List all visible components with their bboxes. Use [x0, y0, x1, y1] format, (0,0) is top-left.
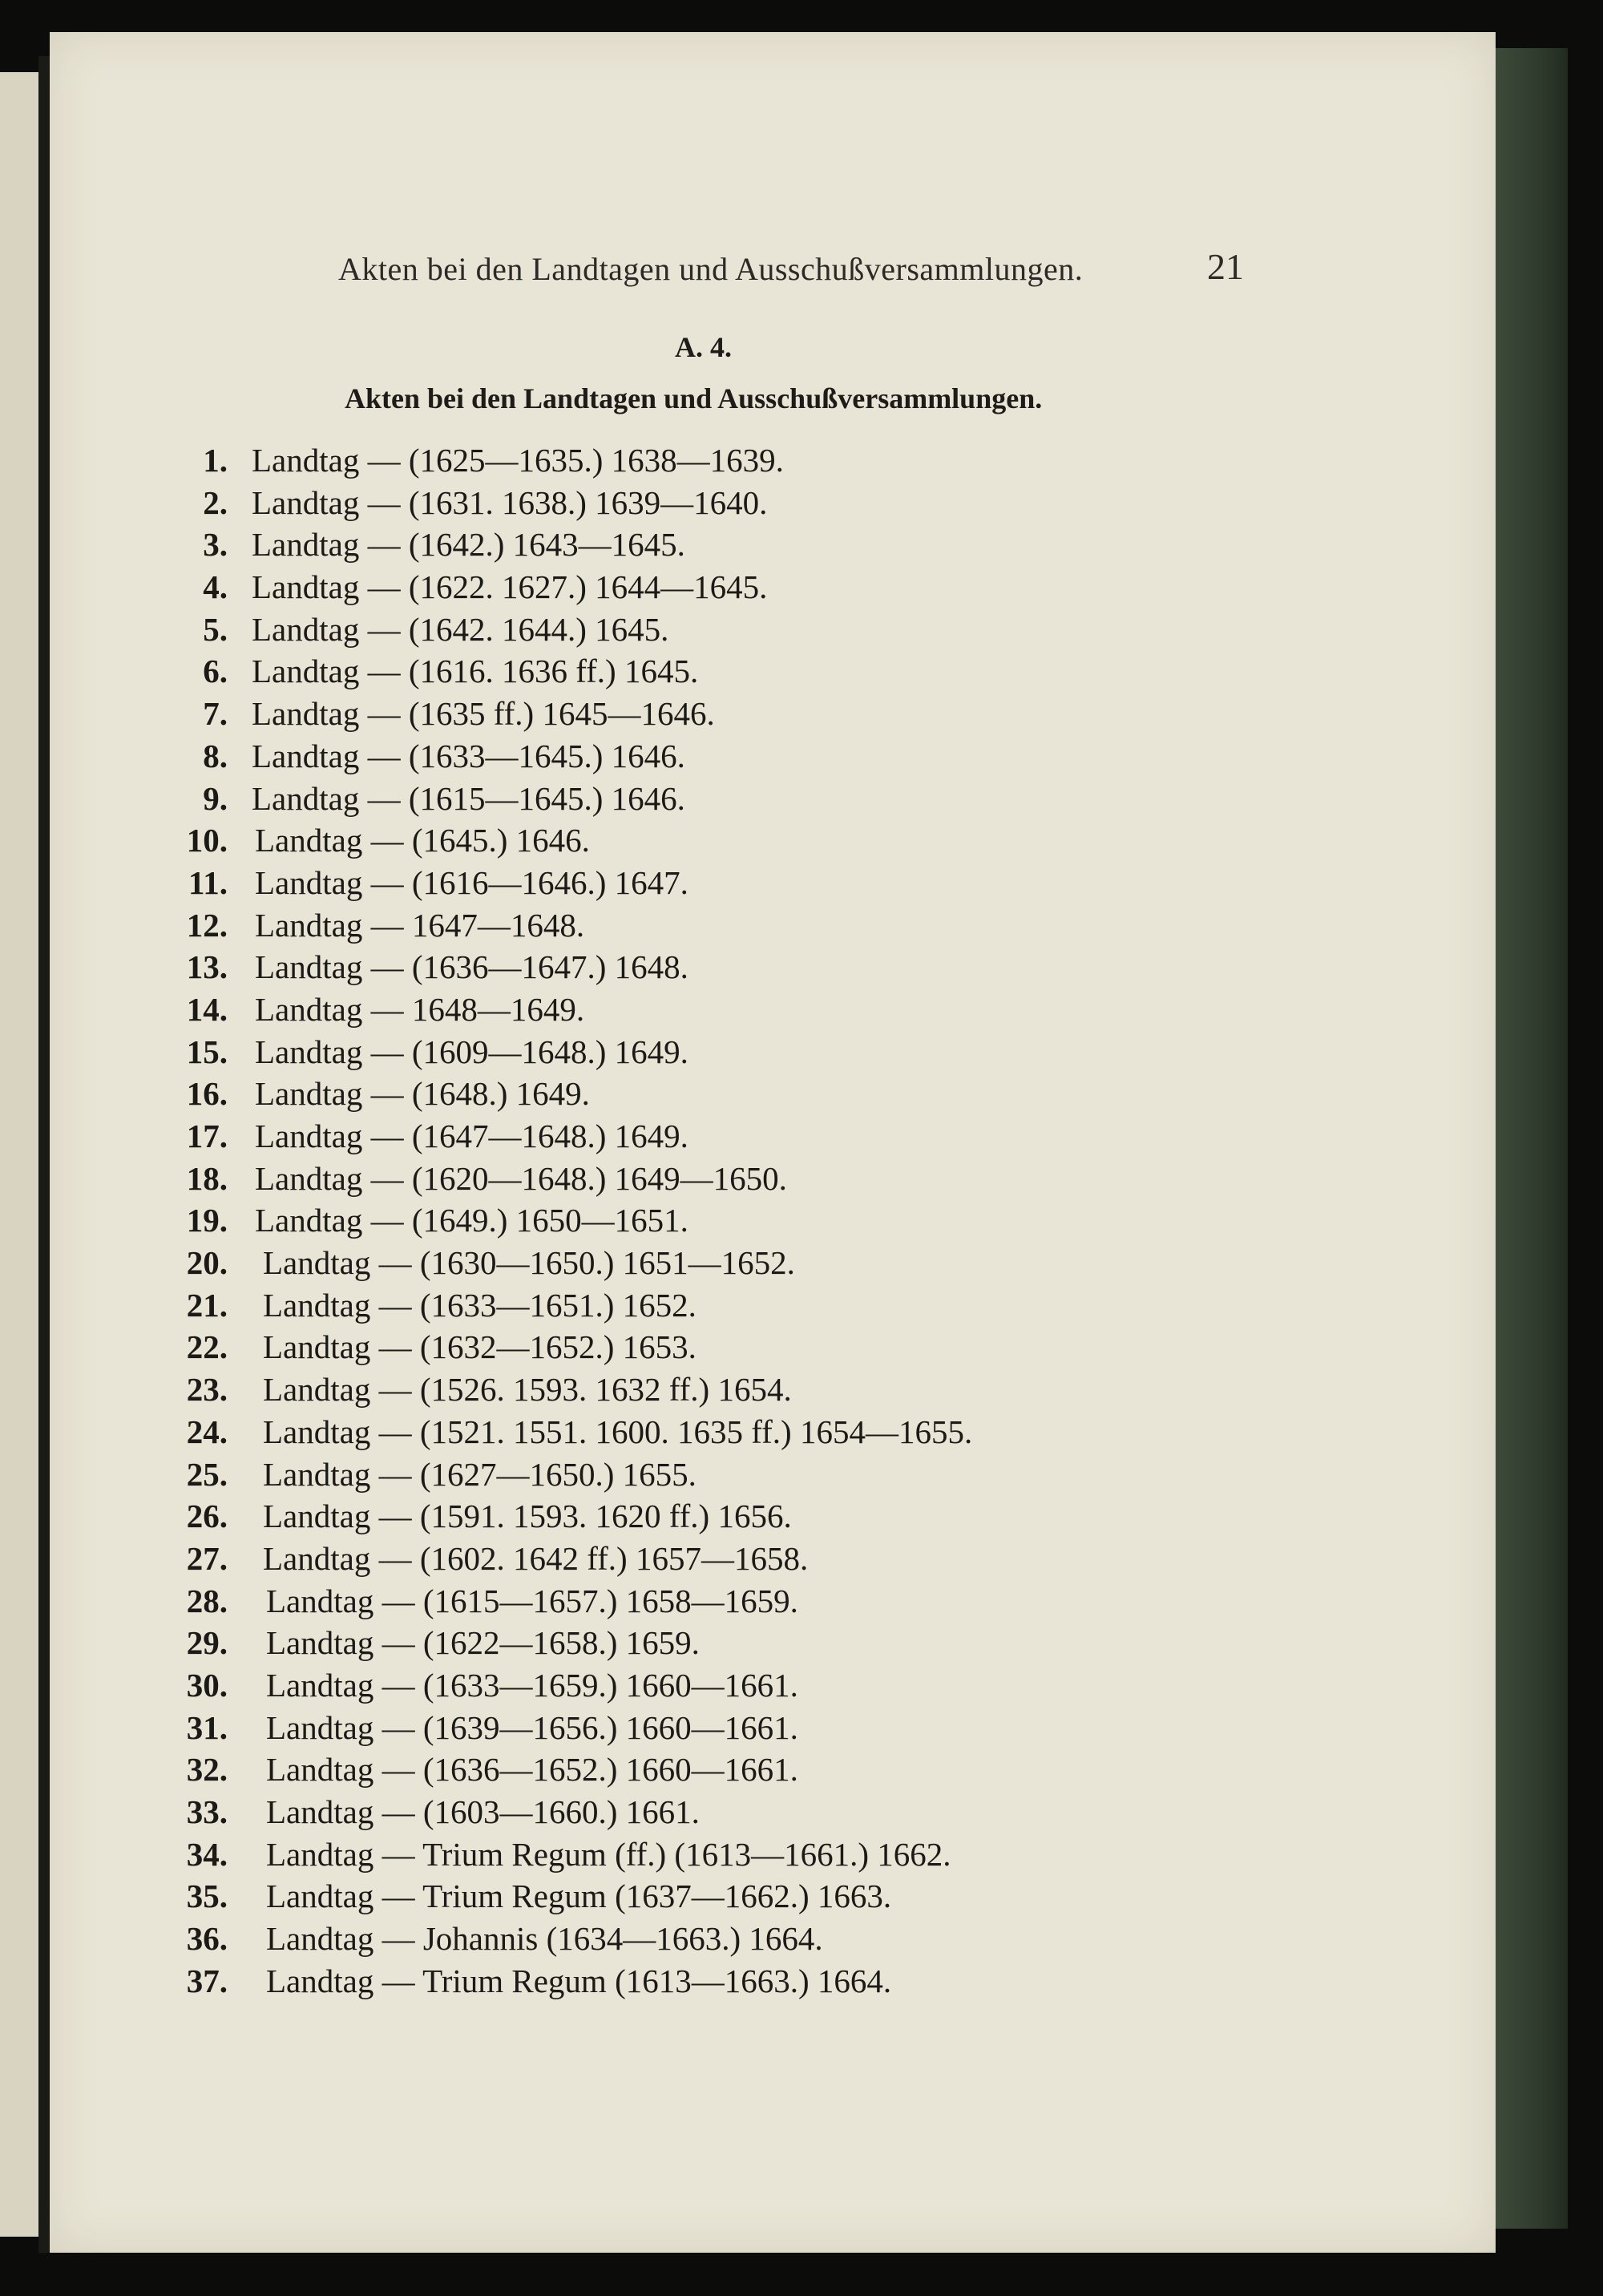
entry-number: 19. — [186, 1202, 228, 1239]
list-item — [50, 482, 1496, 524]
entry-number: 13. — [186, 948, 228, 986]
entry-number: 5. — [203, 610, 228, 648]
entry-text: Landtag — Trium Regum (1613—1663.) 1664. — [266, 1962, 892, 1999]
list-item — [50, 693, 1496, 735]
list-item — [50, 1368, 1496, 1411]
entry-text: Landtag — Trium Regum (ff.) (1613—1661.) 1662. — [266, 1835, 951, 1873]
list-item — [50, 1538, 1496, 1580]
entry-text: Landtag — (1648.) 1649. — [255, 1075, 590, 1113]
entry-text: Landtag — (1591. 1593. 1620 ff.) 1656. — [263, 1498, 792, 1535]
list-item — [50, 1284, 1496, 1327]
list-item — [50, 946, 1496, 988]
adjacent-page-edge — [0, 72, 38, 2237]
entry-text: Landtag — (1630—1650.) 1651—1652. — [263, 1244, 795, 1282]
page-number: 21 — [1207, 246, 1244, 287]
list-item — [50, 1495, 1496, 1538]
list-item — [50, 439, 1496, 482]
entry-text: Landtag — (1642.) 1643—1645. — [252, 526, 685, 564]
entry-text: Landtag — (1633—1645.) 1646. — [252, 737, 685, 774]
entry-text: Landtag — (1645.) 1646. — [255, 822, 590, 859]
entry-text: Landtag — 1648—1649. — [255, 990, 585, 1028]
list-item — [50, 1622, 1496, 1664]
entry-text: Landtag — (1649.) 1650—1651. — [255, 1202, 688, 1239]
list-item — [50, 1707, 1496, 1749]
entry-number: 2. — [203, 483, 228, 521]
entry-text: Landtag — Johannis (1634—1663.) 1664. — [266, 1920, 823, 1958]
entry-number: 1. — [203, 442, 228, 479]
entry-text: Landtag — (1609—1648.) 1649. — [255, 1033, 688, 1070]
entry-list — [50, 439, 1496, 2002]
entry-number: 12. — [186, 906, 228, 944]
entry-number: 16. — [186, 1075, 228, 1113]
entry-text: Landtag — (1631. 1638.) 1639—1640. — [252, 483, 768, 521]
entry-text: Landtag — (1620—1648.) 1649—1650. — [255, 1159, 787, 1197]
entry-number: 36. — [186, 1920, 228, 1958]
entry-number: 25. — [186, 1455, 228, 1493]
entry-number: 23. — [186, 1371, 228, 1409]
running-head: Akten bei den Landtagen und Ausschußversammlungen. — [338, 251, 1084, 287]
list-item — [50, 1031, 1496, 1073]
entry-number: 8. — [203, 737, 228, 774]
entry-text: Landtag — (1622—1658.) 1659. — [266, 1624, 700, 1662]
entry-number: 34. — [186, 1835, 228, 1873]
entry-text: Landtag — (1622. 1627.) 1644—1645. — [252, 568, 768, 606]
entry-text: Landtag — (1633—1659.) 1660—1661. — [266, 1666, 798, 1704]
book-page — [50, 32, 1496, 2253]
list-item — [50, 778, 1496, 820]
entry-number: 9. — [203, 779, 228, 817]
list-item — [50, 650, 1496, 693]
entry-number: 37. — [186, 1962, 228, 1999]
entry-number: 11. — [188, 863, 228, 901]
entry-number: 17. — [186, 1118, 228, 1154]
list-item — [50, 862, 1496, 904]
entry-text: Landtag — (1636—1647.) 1648. — [255, 948, 688, 986]
entry-text: Landtag — (1633—1651.) 1652. — [263, 1286, 697, 1324]
entry-number: 14. — [186, 990, 228, 1028]
entry-text: Landtag — (1625—1635.) 1638—1639. — [252, 442, 784, 479]
list-item — [50, 1664, 1496, 1707]
entry-text: Landtag — 1647—1648. — [255, 906, 585, 944]
entry-number: 32. — [186, 1751, 228, 1789]
list-item — [50, 1918, 1496, 1960]
list-item — [50, 608, 1496, 651]
list-item — [50, 1453, 1496, 1496]
list-item — [50, 1791, 1496, 1833]
list-item — [50, 523, 1496, 566]
entry-number: 27. — [186, 1539, 228, 1577]
entry-number: 26. — [186, 1498, 228, 1535]
entry-text: Landtag — (1636—1652.) 1660—1661. — [266, 1751, 798, 1789]
list-item — [50, 988, 1496, 1031]
entry-number: 15. — [186, 1033, 228, 1070]
entry-number: 10. — [186, 822, 228, 859]
entry-text: Landtag — (1615—1645.) 1646. — [252, 779, 685, 817]
entry-text: Landtag — (1627—1650.) 1655. — [263, 1455, 697, 1493]
list-item — [50, 1875, 1496, 1918]
entry-text: Landtag — (1632—1652.) 1653. — [263, 1328, 697, 1366]
entry-text: Landtag — (1635 ff.) 1645—1646. — [252, 695, 715, 733]
entry-number: 6. — [203, 653, 228, 690]
list-item — [50, 819, 1496, 862]
entry-number: 30. — [186, 1666, 228, 1704]
list-item — [50, 1833, 1496, 1876]
entry-number: 35. — [186, 1878, 228, 1915]
entry-text: Landtag — (1616—1646.) 1647. — [255, 863, 688, 901]
entry-number: 4. — [203, 568, 228, 606]
entry-number: 31. — [186, 1708, 228, 1746]
entry-text: Landtag — (1602. 1642 ff.) 1657—1658. — [263, 1539, 809, 1577]
entry-text: Landtag — (1642. 1644.) 1645. — [252, 610, 669, 648]
list-item — [50, 1158, 1496, 1200]
entry-number: 18. — [186, 1159, 228, 1197]
entry-number: 3. — [203, 526, 228, 564]
list-item — [50, 904, 1496, 947]
list-item — [50, 1199, 1496, 1242]
list-item — [50, 1326, 1496, 1368]
entry-text: Landtag — (1603—1660.) 1661. — [266, 1793, 700, 1830]
entry-text: Landtag — (1639—1656.) 1660—1661. — [266, 1708, 798, 1746]
entry-text: Landtag — (1521. 1551. 1600. 1635 ff.) 1654—1655. — [263, 1413, 973, 1450]
entry-number: 22. — [186, 1328, 228, 1366]
section-title: Akten bei den Landtagen und Ausschußversammlungen. — [345, 382, 1043, 414]
entry-text: Landtag — (1526. 1593. 1632 ff.) 1654. — [263, 1371, 792, 1409]
entry-number: 33. — [186, 1793, 228, 1830]
entry-text: Landtag — (1616. 1636 ff.) 1645. — [252, 653, 699, 690]
list-item — [50, 566, 1496, 608]
entry-text: Landtag — Trium Regum (1637—1662.) 1663. — [266, 1878, 892, 1915]
entry-number: 7. — [203, 695, 228, 733]
entry-number: 24. — [186, 1413, 228, 1450]
entry-number: 20. — [186, 1244, 228, 1282]
section-label: A. 4. — [675, 331, 732, 363]
entry-number: 28. — [186, 1582, 228, 1619]
entry-number: 29. — [186, 1624, 228, 1662]
list-item — [50, 1960, 1496, 2003]
entry-text: Landtag — (1647—1648.) 1649. — [255, 1118, 688, 1154]
list-item — [50, 1580, 1496, 1623]
book-gutter — [38, 56, 50, 2253]
entry-text: Landtag — (1615—1657.) 1658—1659. — [266, 1582, 798, 1619]
list-item — [50, 1242, 1496, 1284]
entry-number: 21. — [186, 1286, 228, 1324]
list-item — [50, 1411, 1496, 1453]
book-cover-edge — [1496, 48, 1568, 2229]
list-item — [50, 1073, 1496, 1115]
list-item — [50, 735, 1496, 778]
list-item — [50, 1115, 1496, 1158]
list-item — [50, 1748, 1496, 1791]
